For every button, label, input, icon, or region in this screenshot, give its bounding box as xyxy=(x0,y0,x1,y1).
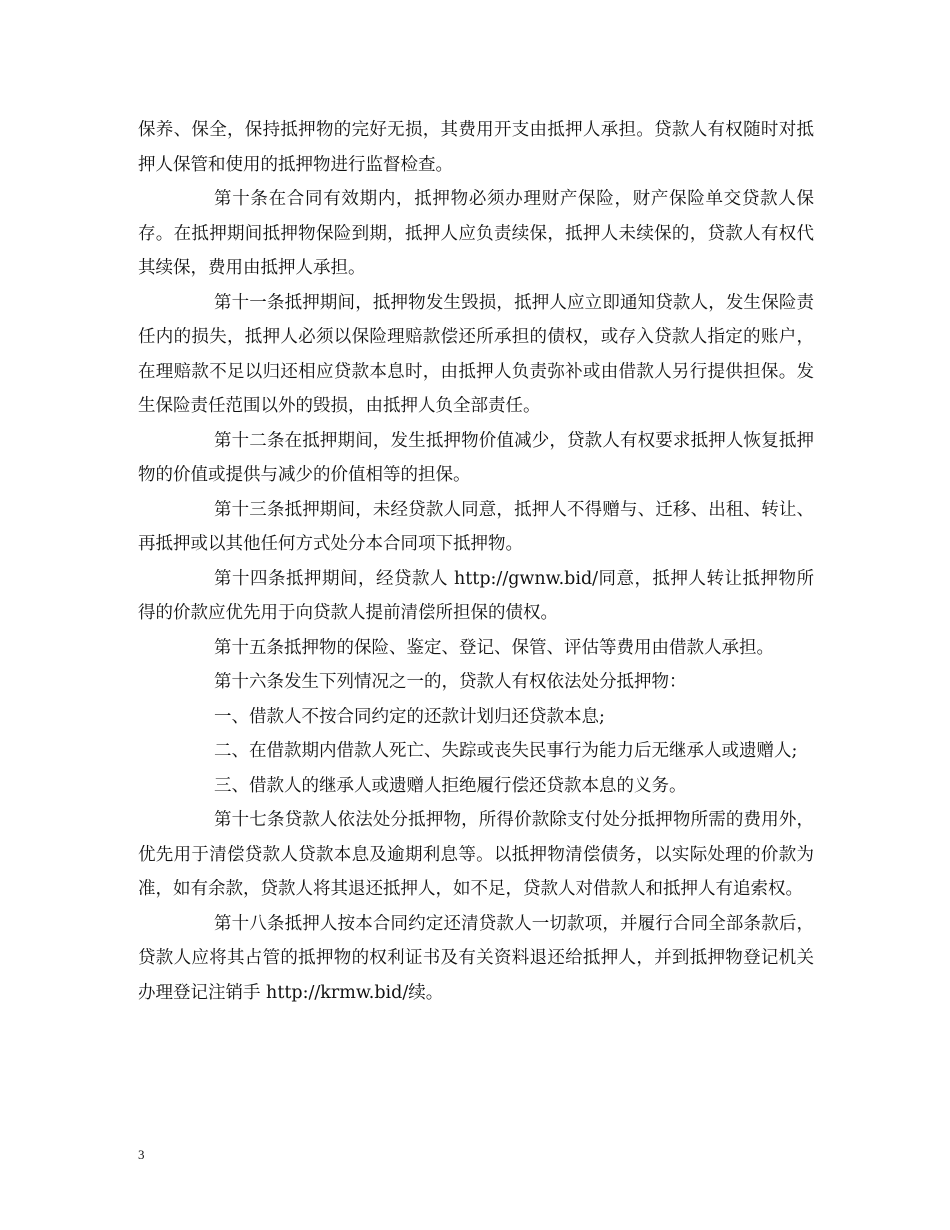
paragraph-article-14: 第十四条抵押期间，经贷款人 http://gwnw.bid/同意，抵押人转让抵押物所得的价款应优先用于向贷款人提前清偿所担保的债权。 xyxy=(138,568,814,623)
paragraph-article-12: 第十二条在抵押期间，发生抵押物价值减少，贷款人有权要求抵押人恢复抵押物的价值或提供与减少的价值相等的担保。 xyxy=(138,430,814,485)
paragraph-article-13: 第十三条抵押期间，未经贷款人同意，抵押人不得赠与、迁移、出租、转让、再抵押或以其他任何方式处分本合同项下抵押物。 xyxy=(138,499,814,554)
list-item-1: 一、借款人不按合同约定的还款计划归还贷款本息; xyxy=(214,706,605,727)
paragraph-article-10: 第十条在合同有效期内，抵押物必须办理财产保险，财产保险单交贷款人保存。在抵押期间抵押物保险到期，抵押人应负责续保，抵押人未续保的，贷款人有权代其续保，费用由抵押人承担。 xyxy=(138,189,814,278)
paragraph-article-18: 第十八条抵押人按本合同约定还清贷款人一切款项，并履行合同全部条款后，贷款人应将其占管的抵押物的权利证书及有关资料退还给抵押人，并到抵押物登记机关办理登记注销手 http://krmw.bid/续。 xyxy=(138,913,814,1003)
paragraph-article-15: 第十五条抵押物的保险、鉴定、登记、保管、评估等费用由借款人承担。 xyxy=(214,637,774,658)
paragraph-article-17: 第十七条贷款人依法处分抵押物，所得价款除支付处分抵押物所需的费用外，优先用于清偿贷款人贷款本息及逾期利息等。以抵押物清偿债务，以实际处理的价款为准，如有余款，贷款人将其退还抵押人，如不足，贷款人对借款人和抵押人有追索权。 xyxy=(138,810,814,899)
document-body xyxy=(138,113,814,1010)
paragraph-article-11: 第十一条抵押期间，抵押物发生毁损，抵押人应立即通知贷款人，发生保险责任内的损失，抵押人必须以保险理赔款偿还所承担的债权，或存入贷款人指定的账户，在理赔款不足以归还相应贷款本息时，由抵押人负责弥补或由借款人另行提供担保。发生保险责任范围以外的毁损，由抵押人负全部责任。 xyxy=(138,292,814,416)
paragraph-continued: 保养、保全，保持抵押物的完好无损，其费用开支由抵押人承担。贷款人有权随时对抵押人保管和使用的抵押物进行监督检查。 xyxy=(138,120,814,175)
list-item-3: 三、借款人的继承人或遗赠人拒绝履行偿还贷款本息的义务。 xyxy=(214,775,687,796)
list-item-2: 二、在借款期内借款人死亡、失踪或丧失民事行为能力后无继承人或遗赠人; xyxy=(214,741,798,761)
paragraph-article-16: 第十六条发生下列情况之一的，贷款人有权依法处分抵押物： xyxy=(214,672,687,692)
page-number: 3 xyxy=(138,1147,145,1162)
